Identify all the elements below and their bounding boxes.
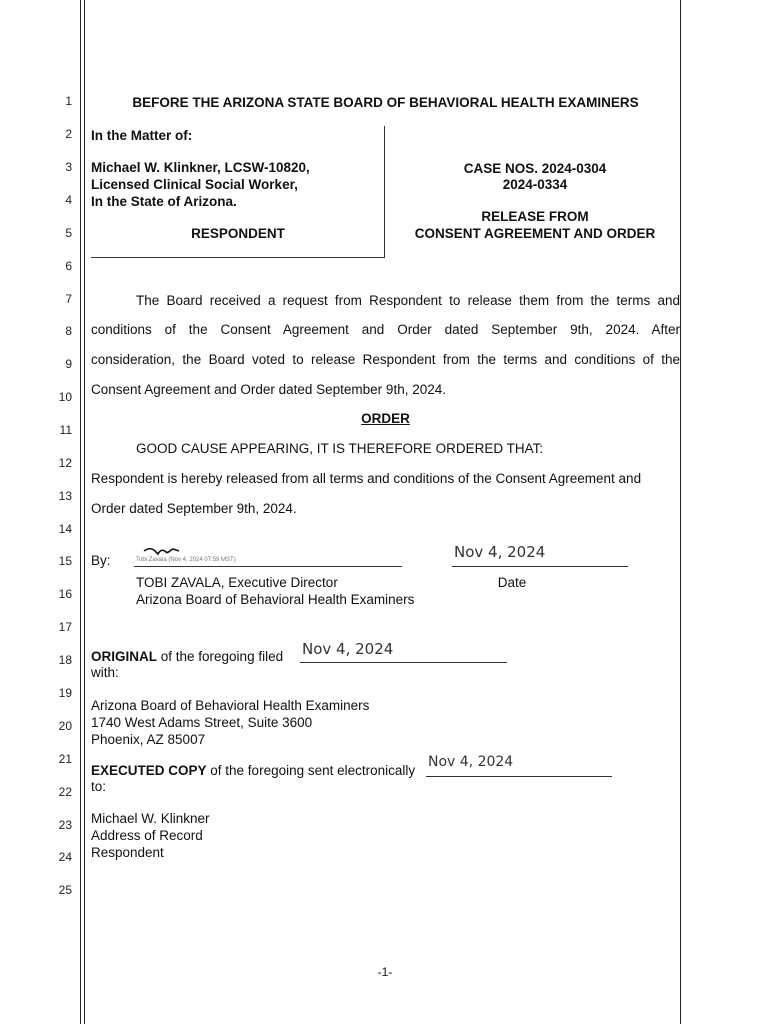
board-address-line: Arizona Board of Behavioral Health Examiners — [91, 698, 370, 713]
paragraph-line: The Board received a request from Respondent to release them from the terms and — [136, 293, 680, 308]
line-number: 1 — [65, 94, 72, 108]
line-number: 4 — [65, 193, 72, 207]
left-margin-rule-inner — [84, 0, 85, 1024]
original-label: ORIGINAL — [91, 649, 157, 664]
board-address-line: Phoenix, AZ 85007 — [91, 732, 206, 747]
esign-caption: Tobi Zavala (Nov 4, 2024 07:59 MST) — [136, 557, 236, 563]
date-label: Date — [497, 575, 527, 590]
line-number: 7 — [65, 292, 72, 306]
line-number: 15 — [58, 554, 72, 568]
line-number: 11 — [59, 423, 72, 437]
recipient-line: Respondent — [91, 845, 164, 860]
paragraph-line: conditions of the Consent Agreement and Order dated September 9th, 2024. After — [91, 322, 680, 337]
line-number: 24 — [58, 850, 72, 864]
line-number: 21 — [58, 752, 72, 766]
executed-copy-text: of the foregoing sent electronically — [206, 763, 416, 778]
board-title: BEFORE THE ARIZONA STATE BOARD OF BEHAVIORAL HEALTH EXAMINERS — [132, 95, 639, 110]
respondent-label: RESPONDENT — [191, 226, 285, 241]
to-label: to: — [91, 779, 107, 794]
line-number: 23 — [58, 818, 72, 832]
line-number: 16 — [58, 587, 72, 601]
executed-copy-label: EXECUTED COPY — [91, 763, 207, 778]
good-cause-statement: GOOD CAUSE APPEARING, IT IS THEREFORE ORDERED THAT: — [136, 441, 544, 456]
caption-bottom-rule — [91, 257, 385, 258]
line-number: 14 — [58, 522, 72, 536]
line-number: 6 — [65, 259, 72, 273]
line-number: 10 — [58, 390, 72, 404]
right-margin-rule — [680, 0, 681, 1024]
respondent-license: Licensed Clinical Social Worker, — [91, 177, 298, 192]
line-number: 12 — [58, 456, 72, 470]
line-number: 9 — [65, 357, 72, 371]
signer-organization: Arizona Board of Behavioral Health Examiners — [136, 592, 415, 607]
line-number: 5 — [65, 226, 72, 240]
recipient-line: Address of Record — [91, 828, 203, 843]
executed-copy-date: Nov 4, 2024 — [428, 754, 514, 770]
left-margin-rule-outer — [80, 0, 81, 1024]
document-title-2: CONSENT AGREEMENT AND ORDER — [414, 226, 656, 241]
executed-copy-statement — [91, 762, 415, 779]
original-text: of the foregoing filed — [157, 649, 284, 664]
line-number: 3 — [65, 160, 72, 174]
line-number: 13 — [58, 489, 72, 503]
line-number: 17 — [58, 620, 72, 634]
case-numbers: CASE NOS. 2024-0304 — [463, 161, 607, 176]
order-text: Respondent is hereby released from all terms and conditions of the Consent Agreement and — [91, 471, 642, 486]
case-number-2: 2024-0334 — [502, 177, 568, 192]
signature-date: Nov 4, 2024 — [454, 543, 546, 561]
by-label: By: — [91, 553, 111, 568]
line-number: 25 — [58, 883, 72, 897]
document-title: RELEASE FROM — [481, 209, 589, 224]
line-number: 22 — [58, 785, 72, 799]
original-filed-statement — [91, 648, 283, 665]
original-filed-date: Nov 4, 2024 — [302, 640, 394, 658]
original-date-line — [300, 662, 507, 663]
respondent-name: Michael W. Klinkner, LCSW-10820, — [91, 160, 310, 175]
date-line — [452, 566, 628, 567]
recipient-line: Michael W. Klinkner — [91, 811, 210, 826]
in-the-matter-label: In the Matter of: — [91, 128, 193, 143]
signature-line — [134, 566, 402, 567]
order-text-2: Order dated September 9th, 2024. — [91, 501, 297, 516]
order-heading: ORDER — [361, 411, 410, 426]
board-address-line: 1740 West Adams Street, Suite 3600 — [91, 715, 313, 730]
line-number: 18 — [58, 653, 72, 667]
signer-name: TOBI ZAVALA, Executive Director — [136, 575, 338, 590]
paragraph-line: Consent Agreement and Order dated September 9th, 2024. — [91, 382, 446, 397]
executed-date-line — [426, 776, 612, 777]
line-number: 2 — [65, 127, 72, 141]
respondent-state: In the State of Arizona. — [91, 194, 237, 209]
line-number: 19 — [58, 686, 72, 700]
page-number: -1- — [377, 965, 393, 979]
paragraph-line: consideration, the Board voted to release Respondent from the terms and conditions of the — [91, 352, 680, 367]
line-number: 8 — [65, 324, 72, 338]
with-label: with: — [91, 665, 119, 680]
line-number: 20 — [58, 719, 72, 733]
